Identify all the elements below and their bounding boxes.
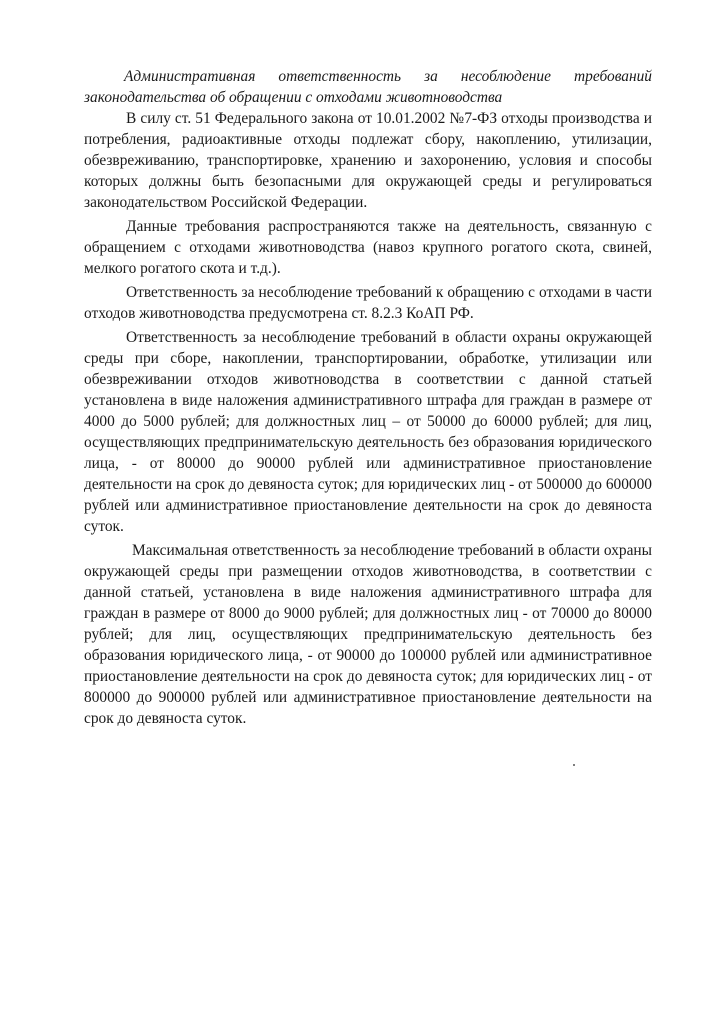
paragraph-koap-article: Ответственность за несоблюдение требований к обращению с отходами в части отходов животноводства предусмотрена ст. 8.2.3 КоАП РФ. <box>84 284 652 322</box>
document-title <box>84 66 652 108</box>
paragraph-fines-placement: Максимальная ответственность за несоблюдение требований в области охраны окружающей среды при размещении отходов животноводства, в соответствии с данной статьей, установлена в виде наложения административного штрафа для граждан в размере от 8000 до 9000 рублей; для должностных лиц - от 70000 до 80000 рублей; для лиц, осуществляющих предпринимательскую деятельность без образования юридического лица, - от 90000 до 100000 рублей или административное приостановление деятельности на срок до девяноста суток; для юридических лиц - от 800000 до 900000 рублей или административное приостановление деятельности на срок до девяноста суток. <box>84 542 652 727</box>
paragraph-law-basis: В силу ст. 51 Федерального закона от 10.01.2002 №7-ФЗ отходы производства и потребления, радиоактивные отходы подлежат сбору, накоплению, утилизации, обезвреживанию, транспортировке, хранению и захоронению, условия и способы которых должны быть безопасными для окружающей среды и регулироваться законодательством Российской Федерации. <box>84 110 652 211</box>
document-page <box>84 66 652 729</box>
scan-speck <box>573 764 575 766</box>
paragraph-livestock-waste-scope: Данные требования распространяются также на деятельность, связанную с обращением с отходами животноводства (навоз крупного рогатого скота, свиней, мелкого рогатого скота и т.д.). <box>84 218 652 277</box>
document-title-line-2: законодательства об обращении с отходами животноводства <box>84 89 503 106</box>
document-title-line-1: Административная ответственность за несоблюдение требований <box>124 68 652 85</box>
paragraph-fines-handling: Ответственность за несоблюдение требований в области охраны окружающей среды при сборе, накоплении, транспортировании, обработке, утилизации или обезвреживании отходов животноводства в соответствии с данной статьей установлена в виде наложения административного штрафа для граждан в размере от 4000 до 5000 рублей; для должностных лиц – от 50000 до 60000 рублей; для лиц, осуществляющих предпринимательскую деятельность без образования юридического лица, - от 80000 до 90000 рублей или административное приостановление деятельности на срок до девяноста суток; для юридических лиц - от 500000 до 600000 рублей или административное приостановление деятельности на срок до девяноста суток. <box>84 329 652 535</box>
